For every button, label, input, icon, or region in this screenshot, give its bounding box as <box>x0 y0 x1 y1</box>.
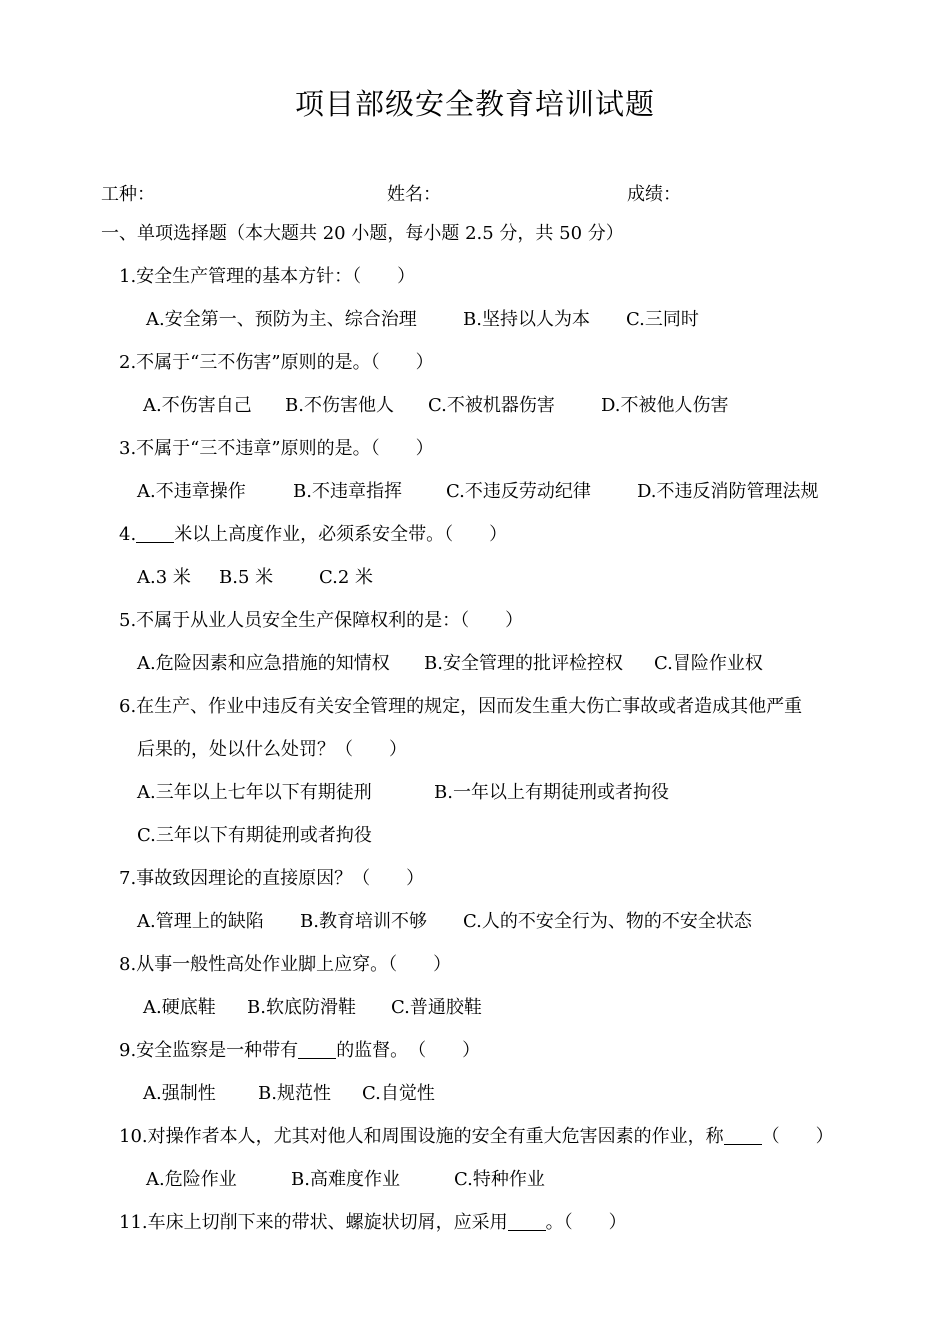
question-9-option-c: C.自觉性 <box>362 1083 435 1104</box>
answer-blank <box>298 1040 336 1059</box>
question-3-stem: 3.不属于“三不违章”原则的是。（ ） <box>119 438 434 459</box>
question-1-option-a: A.安全第一、预防为主、综合治理 <box>146 309 417 330</box>
question-4-stem <box>119 523 507 547</box>
question-5-option-b: B.安全管理的批评检控权 <box>424 653 623 674</box>
question-5-option-a: A.危险因素和应急措施的知情权 <box>137 653 390 674</box>
question-5-option-c: C.冒险作业权 <box>654 653 763 674</box>
question-7-option-b: B.教育培训不够 <box>300 911 427 932</box>
question-2-option-b: B.不伤害他人 <box>285 395 394 416</box>
question-7-option-a: A.管理上的缺陷 <box>137 911 264 932</box>
question-2-option-c: C.不被机器伤害 <box>428 395 555 416</box>
answer-blank <box>724 1126 762 1145</box>
question-9-option-a: A.强制性 <box>143 1083 216 1104</box>
field-name: 姓名： <box>387 184 441 205</box>
question-4-option-b: B.5 米 <box>219 567 274 588</box>
question-4-option-c: C.2 米 <box>319 567 374 588</box>
answer-blank <box>508 1212 546 1231</box>
question-8-option-a: A.硬底鞋 <box>143 997 216 1018</box>
question-10-option-a: A.危险作业 <box>146 1169 237 1190</box>
question-9-stem-prefix: 9.安全监察是一种带有 <box>119 1040 299 1061</box>
question-4-stem-prefix: 4. <box>119 524 137 545</box>
question-9-option-b: B.规范性 <box>258 1083 331 1104</box>
question-10-stem <box>119 1125 834 1149</box>
question-9-stem <box>119 1039 480 1063</box>
question-6-option-a: A.三年以上七年以下有期徒刑 <box>137 782 372 803</box>
question-7-option-c: C.人的不安全行为、物的不安全状态 <box>463 911 752 932</box>
question-3-option-c: C.不违反劳动纪律 <box>446 481 591 502</box>
question-6-stem-continued: 后果的，处以什么处罚？（ ） <box>137 739 407 760</box>
field-score: 成绩： <box>627 184 681 205</box>
question-1-stem: 1.安全生产管理的基本方针：（ ） <box>119 266 416 287</box>
question-11-stem <box>119 1211 627 1235</box>
question-2-option-d: D.不被他人伤害 <box>601 395 729 416</box>
question-6-option-b: B.一年以上有期徒刑或者拘役 <box>434 782 669 803</box>
question-3-option-b: B.不违章指挥 <box>293 481 402 502</box>
question-10-option-b: B.高难度作业 <box>291 1169 400 1190</box>
answer-blank <box>136 524 174 543</box>
question-1-option-c: C.三同时 <box>626 309 699 330</box>
question-3-option-d: D.不违反消防管理法规 <box>637 481 819 502</box>
page-title: 项目部级安全教育培训试题 <box>294 87 655 121</box>
question-8-option-c: C.普通胶鞋 <box>391 997 482 1018</box>
question-7-stem: 7.事故致因理论的直接原因？（ ） <box>119 868 425 889</box>
question-11-stem-prefix: 11.车床上切削下来的带状、螺旋状切屑，应采用 <box>119 1212 508 1233</box>
question-3-option-a: A.不违章操作 <box>137 481 246 502</box>
question-1-option-b: B.坚持以人为本 <box>463 309 590 330</box>
question-4-stem-suffix: 米以上高度作业，必须系安全带。（ ） <box>174 524 508 545</box>
field-work-type: 工种： <box>101 184 155 205</box>
question-6-stem: 6.在生产、作业中违反有关安全管理的规定，因而发生重大伤亡事故或者造成其他严重 <box>119 696 803 717</box>
question-2-option-a: A.不伤害自己 <box>143 395 252 416</box>
question-6-option-c: C.三年以下有期徒刑或者拘役 <box>137 825 372 846</box>
question-5-stem: 5.不属于从业人员安全生产保障权利的是：（ ） <box>119 610 524 631</box>
question-4-option-a: A.3 米 <box>137 567 191 588</box>
question-8-stem: 8.从事一般性高处作业脚上应穿。（ ） <box>119 954 452 975</box>
question-10-stem-suffix: （ ） <box>761 1126 834 1147</box>
question-10-option-c: C.特种作业 <box>454 1169 545 1190</box>
question-10-stem-prefix: 10.对操作者本人，尤其对他人和周围设施的安全有重大危害因素的作业，称 <box>119 1126 724 1147</box>
section-heading: 一、单项选择题（本大题共 20 小题，每小题 2.5 分，共 50 分） <box>101 223 624 244</box>
question-8-option-b: B.软底防滑鞋 <box>247 997 356 1018</box>
question-11-stem-suffix: 。（ ） <box>545 1212 627 1233</box>
question-2-stem: 2.不属于“三不伤害”原则的是。（ ） <box>119 352 434 373</box>
question-9-stem-suffix: 的监督。 （ ） <box>336 1040 481 1061</box>
